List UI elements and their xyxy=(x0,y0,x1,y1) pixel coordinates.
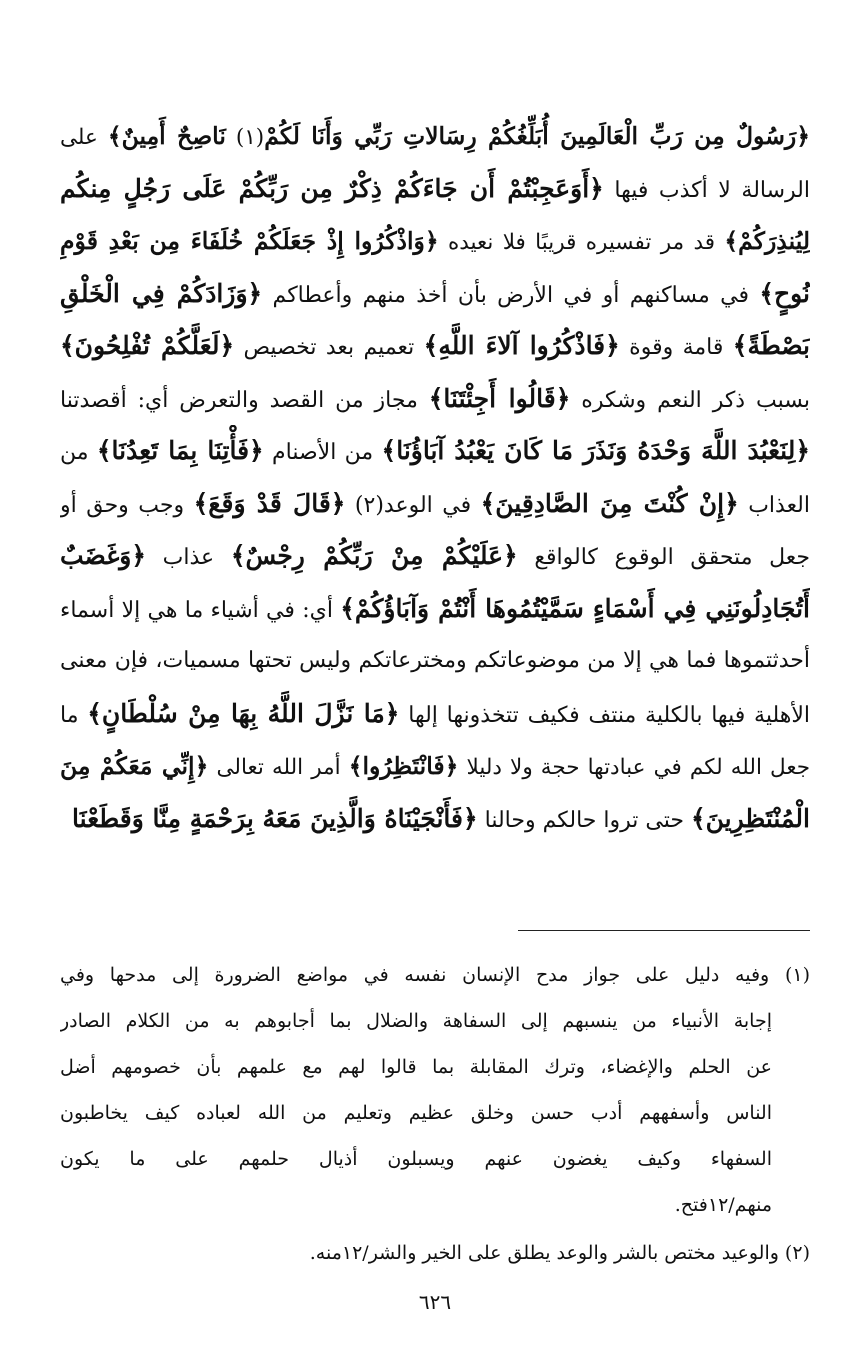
text-line xyxy=(60,530,810,583)
commentary-text: مجاز من القصد والتعرض أي: أقصدتنا xyxy=(60,387,429,413)
quran-quote: ﴿إِنِّي مَعَكُمْ مِنَ xyxy=(60,752,209,780)
quran-quote: ﴿أَوَعَجِبْتُمْ أَن جَاءَكُمْ ذِكْرٌ مِن رَبِّكُمْ عَلَى رَجُلٍ مِنكُم xyxy=(60,173,604,203)
commentary-text: تعميم بعد تخصيص xyxy=(234,335,424,360)
quran-quote: ﴿فَاذْكُرُوا آلاءَ اللَّهِ﴾ xyxy=(423,331,620,360)
commentary-text: الرسالة لا أكذب فيها xyxy=(603,177,810,203)
commentary-text: أمر الله تعالى xyxy=(208,755,349,780)
quran-quote: لِيُنذِرَكُمْ﴾ xyxy=(724,227,810,255)
quran-quote: ﴿وَغَضَبٌ xyxy=(60,541,147,570)
quran-quote: ﴿مَا نَزَّلَ اللَّهُ بِهَا مِنْ سُلْطَانٍ﴾ xyxy=(87,698,400,728)
commentary-text: بسبب ذكر النعم وشكره xyxy=(570,387,810,413)
quran-quote: ﴿قَالُوا أَجِئْتَنَا﴾ xyxy=(428,383,571,413)
text-line xyxy=(60,163,810,216)
commentary-text: جعل الله لكم في عبادتها حجة ولا دليلا xyxy=(458,755,810,780)
quran-quote: ﴿فَانْتَظِرُوا﴾ xyxy=(348,752,459,780)
main-text xyxy=(60,110,810,845)
quran-quote: نَاصِحٌ أَمِينٌ﴾ xyxy=(107,122,226,150)
commentary-text: من xyxy=(60,440,97,465)
text-line xyxy=(60,268,810,321)
footnote-line: (١) وفيه دليل على جواز مدح الإنسان نفسه في مواضع الضرورة إلى مدحها وفي xyxy=(60,964,810,986)
text-line xyxy=(60,110,810,163)
commentary-text: أي: في أشياء ما هي إلا أسماء xyxy=(60,597,341,623)
quran-quote: بَصْطَةً﴾ xyxy=(732,331,810,360)
text-line xyxy=(60,478,810,531)
quran-quote: الْمُنْتَظِرِينَ﴾ xyxy=(690,803,810,833)
quran-quote: ﴿وَزَادَكُمْ فِي الْخَلْقِ xyxy=(60,278,263,308)
quran-quote: ﴿عَلَيْكُمْ مِنْ رَبِّكُمْ رِجْسٌ﴾ xyxy=(230,541,518,570)
footnote-line: عن الحلم والإغضاء، وترك المقابلة بما قالوا لهم مع علمهم بأن خصومهم أضل xyxy=(60,1056,772,1078)
commentary-text: قد مر تفسيره قريبًا فلا نعيده xyxy=(438,230,725,255)
quran-quote: أَتُجَادِلُونَنِي فِي أَسْمَاءٍ سَمَّيْتُمُوهَا أَنْتُمْ وَآبَاؤُكُمْ﴾ xyxy=(340,593,810,623)
commentary-text: من الأصنام xyxy=(263,440,382,465)
text-line xyxy=(60,793,810,846)
text-line xyxy=(60,688,810,741)
commentary-text: أحدثتموها فما هي إلا من موضوعاتكم ومخترعاتكم وليس تحتها مسميات، فإن معنى xyxy=(60,648,810,673)
quran-quote: ﴿فَأَنْجَيْنَاهُ وَالَّذِينَ مَعَهُ بِرَحْمَةٍ مِنَّا وَقَطَعْنَا xyxy=(72,803,478,833)
quran-quote: ﴿لِنَعْبُدَ اللَّهَ وَحْدَهُ وَنَذَرَ مَا كَانَ يَعْبُدُ آبَاؤُنَا﴾ xyxy=(381,436,810,465)
quran-quote: ﴿قَالَ قَدْ وَقَعَ﴾ xyxy=(193,488,346,518)
commentary-text: على xyxy=(60,125,108,150)
text-line xyxy=(60,215,810,268)
footnote-separator xyxy=(518,930,810,931)
commentary-text: العذاب xyxy=(738,492,810,518)
footnote-line: منهم/١٢فتح. xyxy=(674,1194,772,1216)
quran-quote: ﴿إِنْ كُنْتَ مِنَ الصَّادِقِينَ﴾ xyxy=(480,488,739,518)
commentary-text: الأهلية فيها بالكلية منتف فكيف تتخذونها إلها xyxy=(399,702,810,728)
commentary-text: في مساكنهم أو في الأرض بأن أخذ منهم وأعطاكم xyxy=(262,282,760,308)
commentary-text: في الوعد(٢) xyxy=(345,492,481,518)
text-line xyxy=(60,425,810,478)
text-line xyxy=(60,373,810,426)
quran-quote: نُوحٍ﴾ xyxy=(759,278,810,308)
footnote-line: السفهاء وكيف يغضون عنهم ويسبلون أذيال حلمهم على ما يكون xyxy=(60,1148,772,1170)
footnote-line: الناس وأسفههم أدب حسن وخلق عظيم وتعليم من الله لعباده كيف يخاطبون xyxy=(60,1102,772,1124)
text-line xyxy=(60,635,810,688)
commentary-text: جعل متحقق الوقوع كالواقع xyxy=(517,545,810,570)
page-number: ٦٢٦ xyxy=(418,1290,452,1314)
footnote-line: (٢) والوعيد مختص بالشر والوعد يطلق على الخير والشر/١٢منه. xyxy=(309,1242,810,1264)
quran-quote: ﴿وَاذْكُرُوا إِذْ جَعَلَكُمْ خُلَفَاءَ مِن بَعْدِ قَوْمِ xyxy=(60,227,439,255)
quran-quote: ﴿فَأْتِنَا بِمَا تَعِدُنَا﴾ xyxy=(96,436,264,465)
commentary-text: حتى تروا حالكم وحالنا xyxy=(477,807,691,833)
text-line xyxy=(60,583,810,636)
book-page xyxy=(60,110,810,1340)
commentary-text: وجب وحق أو xyxy=(60,492,194,518)
footnote-line: إجابة الأنبياء من ينسبهم إلى السفاهة والضلال بما أجابوهم به من الكلام الصادر xyxy=(60,1010,772,1032)
text-line xyxy=(60,740,810,793)
quran-quote: ﴿رَسُولٌ مِن رَبِّ الْعَالَمِينَ أُبَلِّغُكُمْ رِسَالاتِ رَبِّي وَأَنَا لَكُمْ xyxy=(264,122,810,150)
commentary-text: عذاب xyxy=(146,545,231,570)
quran-quote: ﴿لَعَلَّكُمْ تُفْلِحُونَ﴾ xyxy=(60,331,235,360)
commentary-text: (١) xyxy=(225,125,265,150)
commentary-text: ما xyxy=(60,702,88,728)
footnotes xyxy=(60,952,810,1276)
commentary-text: قامة وقوة xyxy=(619,335,733,360)
text-line xyxy=(60,320,810,373)
